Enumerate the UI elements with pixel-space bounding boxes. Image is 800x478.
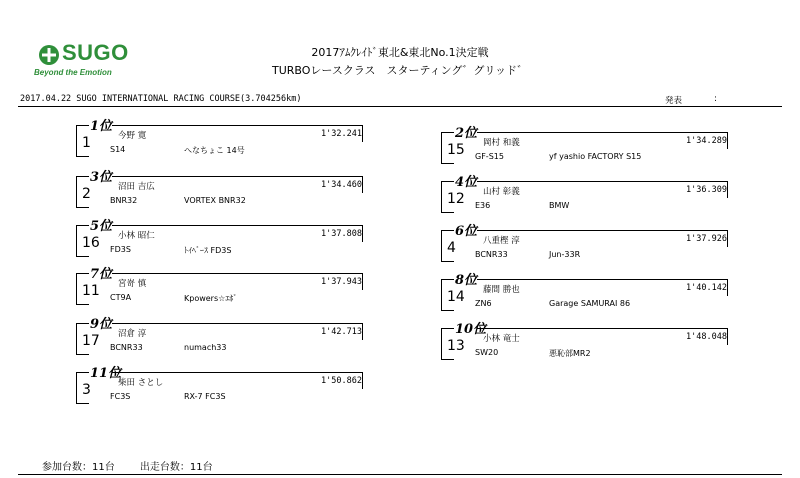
- grid-position: 10位: [455, 322, 487, 337]
- grid-entry: [441, 275, 727, 311]
- team-name: Garage SAMURAI 86: [549, 299, 631, 308]
- team-name: VORTEX BNR32: [184, 196, 246, 205]
- car-number: 13: [447, 338, 465, 354]
- lap-time: 1'48.048: [686, 332, 727, 342]
- driver-name: 小林 竜士: [483, 334, 520, 344]
- page-title: 2017ｱﾑｸﾚｲﾄﾞ東北&東北No.1決定戦: [311, 46, 489, 59]
- car-model: SW20: [475, 348, 499, 357]
- car-number: 14: [447, 289, 465, 305]
- team-name: ﾄｲﾍﾞｰｽ FD3S: [184, 246, 232, 255]
- grid-position: 9位: [90, 317, 113, 332]
- driver-name: 藤間 勝也: [483, 285, 520, 295]
- driver-name: 今野 寛: [118, 131, 147, 141]
- grid-entry: [76, 121, 362, 157]
- grid-position: 1位: [90, 119, 113, 134]
- driver-name: 柴田 さとし: [118, 378, 164, 388]
- driver-name: 沼倉 淳: [118, 329, 147, 339]
- grid-entry: [441, 324, 727, 360]
- car-model: BCNR33: [110, 343, 143, 352]
- driver-name: 岡村 和義: [483, 138, 520, 148]
- car-model: CT9A: [110, 293, 132, 302]
- lap-time: 1'37.943: [321, 277, 362, 287]
- car-model: FC3S: [110, 392, 131, 401]
- grid-position: 3位: [90, 170, 113, 185]
- starters-count: 出走台数：11台: [139, 462, 213, 473]
- grid-entry: [76, 368, 362, 404]
- driver-name: 小林 昭仁: [118, 231, 155, 241]
- grid-position: 5位: [90, 219, 113, 234]
- car-number: 1: [82, 135, 91, 151]
- grid-entry: [76, 172, 362, 208]
- grid-entry: [76, 269, 362, 305]
- header-divider: [18, 106, 782, 107]
- logo-tagline: Beyond the Emotion: [34, 68, 112, 77]
- car-number: 2: [82, 186, 91, 202]
- driver-name: 宮嵜 慎: [118, 279, 147, 289]
- grid-position: 8位: [455, 273, 478, 288]
- car-number: 15: [447, 142, 465, 158]
- car-model: BNR32: [110, 196, 138, 205]
- lap-time: 1'50.862: [321, 376, 362, 386]
- lap-time: 1'42.713: [321, 327, 362, 337]
- car-model: ZN6: [475, 299, 492, 308]
- grid-entry: [441, 128, 727, 164]
- footer-counts: [42, 458, 235, 473]
- team-name: BMW: [549, 201, 570, 210]
- car-model: GF-S15: [475, 152, 504, 161]
- lap-time: 1'37.808: [321, 229, 362, 239]
- car-number: 12: [447, 191, 465, 207]
- grid-entry: [76, 319, 362, 355]
- driver-name: 八重樫 淳: [483, 236, 520, 246]
- driver-name: 山村 彰義: [483, 187, 520, 197]
- published-label: 発表: [665, 96, 683, 106]
- grid-position: 4位: [455, 175, 478, 190]
- lap-time: 1'40.142: [686, 283, 727, 293]
- car-model: E36: [475, 201, 491, 210]
- team-name: Jun-33R: [549, 250, 581, 259]
- footer-divider: [18, 474, 782, 475]
- team-name: yf yashio FACTORY S15: [549, 152, 642, 161]
- car-number: 17: [82, 333, 100, 349]
- team-name: Kpowers☆ｴﾎﾞ: [184, 294, 238, 303]
- car-model: FD3S: [110, 245, 131, 254]
- car-number: 3: [82, 382, 91, 398]
- grid-position: 11位: [90, 366, 122, 381]
- page-subtitle: TURBOレースクラス スターティング゛グリッド゛: [271, 64, 528, 77]
- entries-count: 参加台数：11台: [42, 462, 115, 473]
- car-number: 16: [82, 235, 100, 251]
- team-name: RX-7 FC3S: [184, 392, 226, 401]
- lap-time: 1'34.460: [321, 180, 362, 190]
- lap-time: 1'36.309: [686, 185, 727, 195]
- grid-position: 7位: [90, 267, 113, 282]
- grid-entry: [441, 226, 727, 262]
- grid-entry: [441, 177, 727, 213]
- published-colon: :: [714, 94, 717, 104]
- lap-time: 1'32.241: [321, 129, 362, 139]
- lap-time: 1'34.289: [686, 136, 727, 146]
- car-number: 4: [447, 240, 456, 256]
- driver-name: 沼田 吉広: [118, 182, 155, 192]
- team-name: へなちょこ 14号: [184, 146, 245, 155]
- grid-entry: [76, 221, 362, 257]
- team-name: numach33: [184, 343, 227, 352]
- grid-position: 2位: [455, 126, 478, 141]
- car-number: 11: [82, 283, 100, 299]
- team-name: 悪恥部MR2: [549, 349, 591, 358]
- logo-text: SUGO: [62, 40, 129, 65]
- car-model: BCNR33: [475, 250, 508, 259]
- grid-position: 6位: [455, 224, 478, 239]
- lap-time: 1'37.926: [686, 234, 727, 244]
- date-course-info: 2017.04.22 SUGO INTERNATIONAL RACING COURSE(3.704256km): [20, 94, 302, 104]
- car-model: S14: [110, 145, 126, 154]
